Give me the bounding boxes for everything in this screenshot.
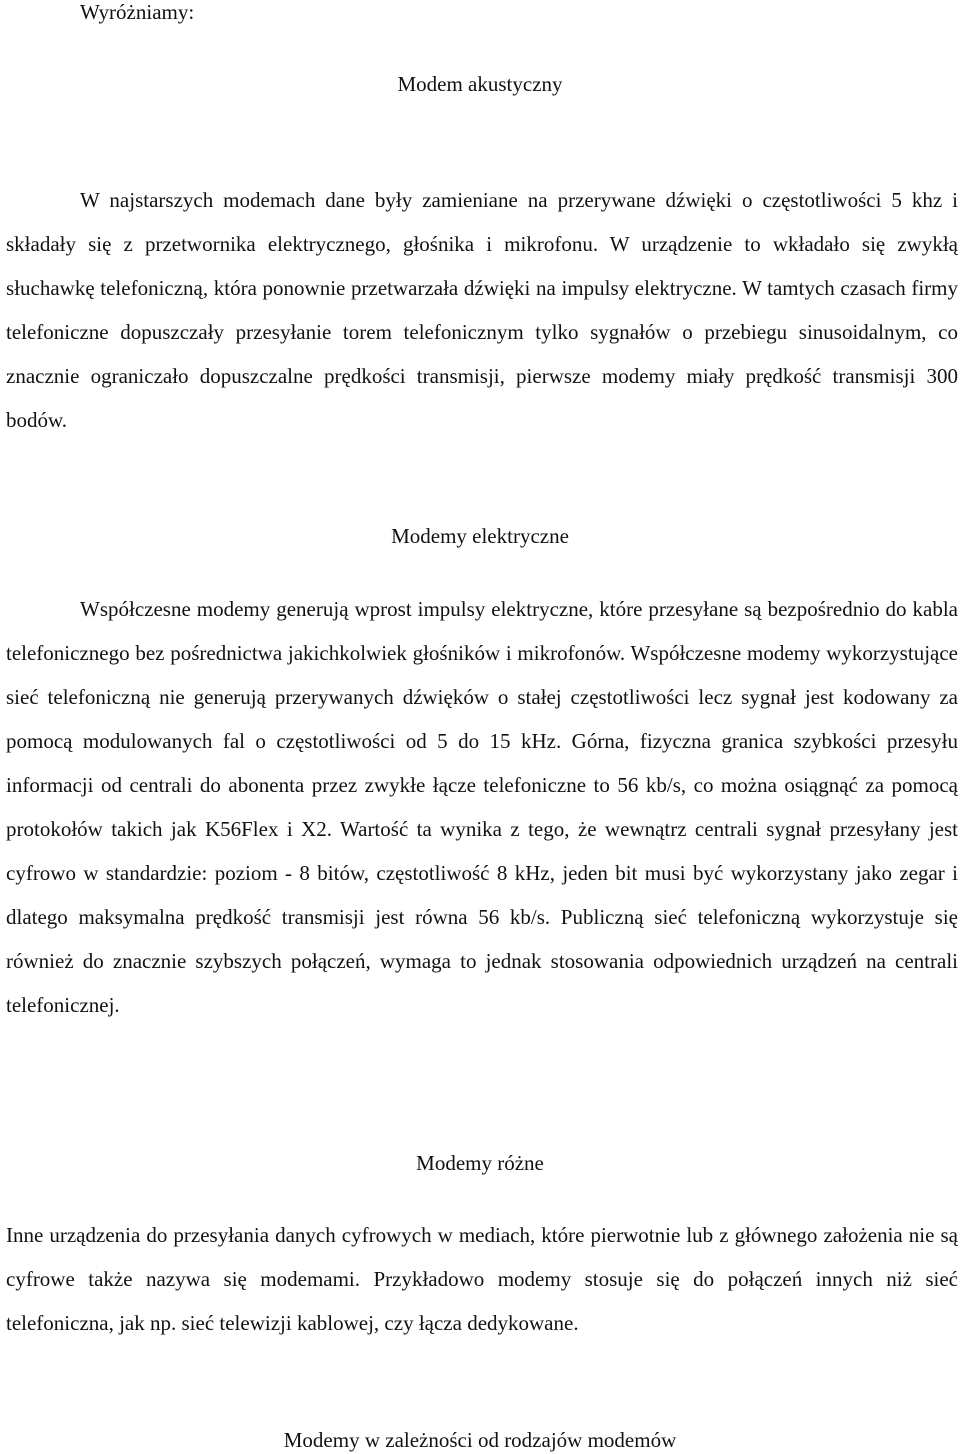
- section-heading-electric-modems: Modemy elektryczne: [391, 524, 569, 548]
- section-heading-various-modems: Modemy różne: [416, 1151, 544, 1175]
- section-heading-acoustic-modem: Modem akustyczny: [397, 72, 563, 96]
- section-paragraph-acoustic-modem: W najstarszych modemach dane były zamieniane na przerywane dźwięki o częstotliwości 5 khz i składały się z przetwornika elektrycznego, głośnika i mikrofonu. W urządzenie to wkładało się zwykłą słuchawkę telefoniczną, która ponownie przetwarzała dźwięki na impulsy elektryczne. W tamtych czasach firmy telefoniczne dopuszczały przesyłanie torem telefonicznym tylko sygnałów o przebiegu sinusoidalnym, co znacznie ograniczało dopuszczalne prędkości transmisji, pierwsze modemy miały prędkość transmisji 300 bodów.: [6, 188, 958, 432]
- section-paragraph-various-modems: Inne urządzenia do przesyłania danych cyfrowych w mediach, które pierwotnie lub z głównego założenia nie są cyfrowe także nazywa się modemami. Przykładowo modemy stosuje się do połączeń innych niż sieć telefoniczna, jak np. sieć telewizji kablowej, czy łącza dedykowane.: [6, 1223, 958, 1335]
- section-heading-modem-types: Modemy w zależności od rodzajów modemów: [283, 1428, 677, 1452]
- intro-label: Wyróżniamy:: [80, 0, 195, 24]
- section-paragraph-electric-modems: Współczesne modemy generują wprost impulsy elektryczne, które przesyłane są bezpośrednio do kabla telefonicznego bez pośrednictwa jakichkolwiek głośników i mikrofonów. Współczesne modemy wykorzystujące sieć telefoniczną nie generują przerywanych dźwięków o stałej częstotliwości lecz sygnał jest kodowany za pomocą modulowanych fal o częstotliwości od 5 do 15 kHz. Górna, fizyczna granica szybkości przesyłu informacji od centrali do abonenta przez zwykłe łącze telefoniczne to 56 kb/s, co można osiągnąć za pomocą protokołów takich jak K56Flex i X2. Wartość ta wynika z tego, że wewnątrz centrali sygnał przesyłany jest cyfrowo w standardzie: poziom - 8 bitów, częstotliwość 8 kHz, jeden bit musi być wykorzystany jako zegar i dlatego maksymalna prędkość transmisji jest równa 56 kb/s. Publiczną sieć telefoniczną wykorzystuje się również do znacznie szybszych połączeń, wymaga to jednak stosowania odpowiednich urządzeń na centrali telefonicznej.: [6, 597, 958, 1017]
